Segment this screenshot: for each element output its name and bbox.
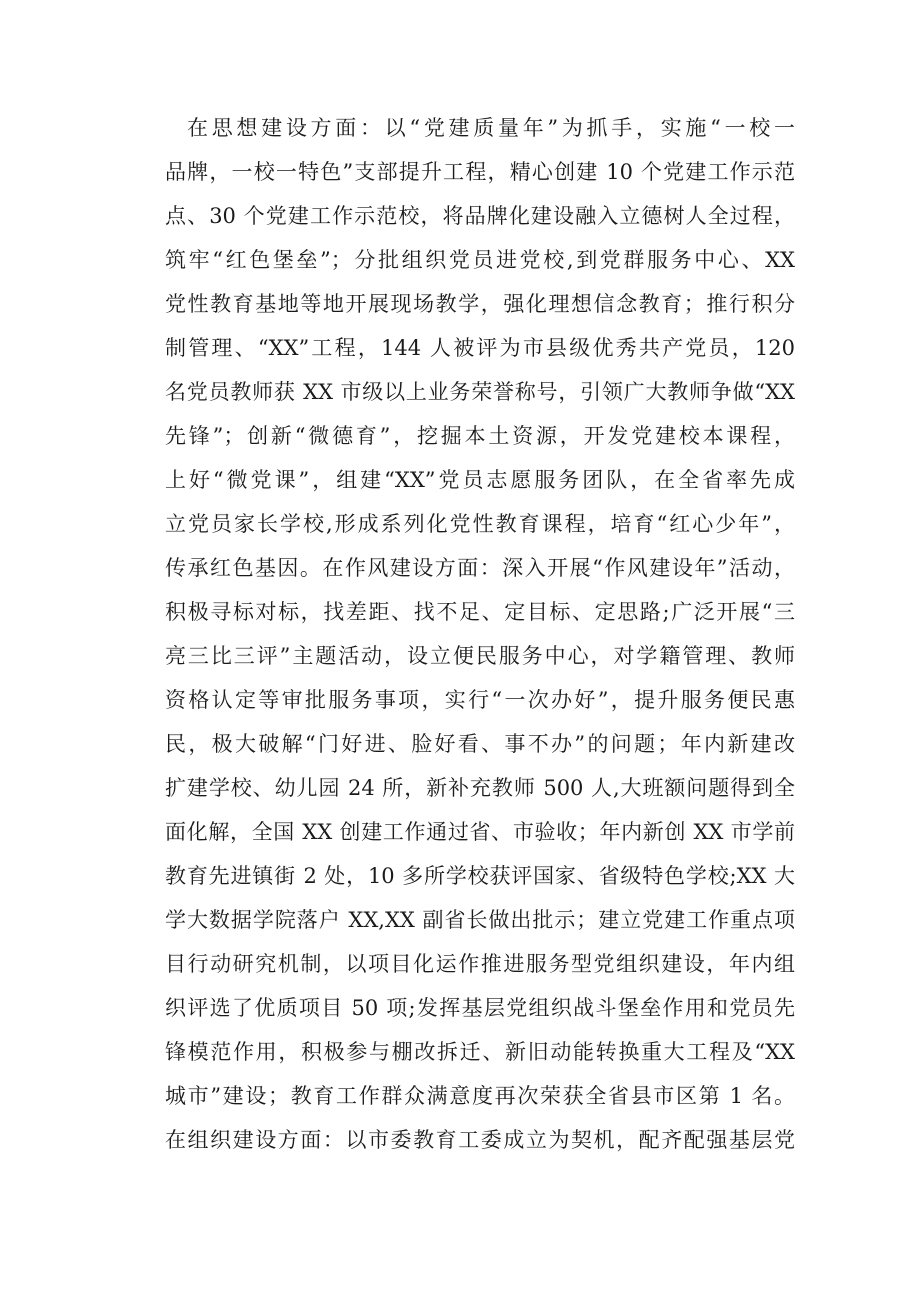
text-line: 资格认定等审批服务事项，实行“一次办好”，提升服务便民惠 <box>165 688 795 712</box>
text-line: 制管理、“XX”工程，144 人被评为市县级优秀共产党员，120 <box>165 336 795 360</box>
text-line: 亮三比三评”主题活动，设立便民服务中心，对学籍管理、教师 <box>165 644 795 668</box>
text-line: 传承红色基因。在作风建设方面：深入开展“作风建设年”活动， <box>165 556 795 580</box>
text-line: 锋模范作用，积极参与棚改拆迁、新旧动能转换重大工程及“XX <box>165 1040 795 1064</box>
text-line: 品牌，一校一特色”支部提升工程，精心创建 10 个党建工作示范 <box>165 160 795 184</box>
text-line: 在组织建设方面：以市委教育工委成立为契机，配齐配强基层党 <box>165 1128 795 1152</box>
text-line: 织评选了优质项目 50 项;发挥基层党组织战斗堡垒作用和党员先 <box>165 996 795 1020</box>
text-line: 点、30 个党建工作示范校，将品牌化建设融入立德树人全过程， <box>165 204 795 228</box>
text-line: 扩建学校、幼儿园 24 所，新补充教师 500 人,大班额问题得到全 <box>165 776 795 800</box>
text-line: 积极寻标对标，找差距、找不足、定目标、定思路;广泛开展“三 <box>165 600 795 624</box>
text-line: 目行动研究机制，以项目化运作推进服务型党组织建设，年内组 <box>165 952 795 976</box>
text-line: 教育先进镇街 2 处，10 多所学校获评国家、省级特色学校;XX 大 <box>165 864 795 888</box>
text-line: 城市”建设；教育工作群众满意度再次荣获全省县市区第 1 名。 <box>165 1084 795 1108</box>
text-line: 在思想建设方面：以“党建质量年”为抓手，实施“一校一 <box>187 116 795 140</box>
text-line: 先锋”；创新“微德育”，挖掘本土资源，开发党建校本课程， <box>165 424 795 448</box>
text-line: 名党员教师获 XX 市级以上业务荣誉称号，引领广大教师争做“XX <box>165 380 795 404</box>
text-line: 学大数据学院落户 XX,XX 副省长做出批示；建立党建工作重点项 <box>165 908 795 932</box>
text-line: 面化解，全国 XX 创建工作通过省、市验收；年内新创 XX 市学前 <box>165 820 795 844</box>
text-line: 党性教育基地等地开展现场教学，强化理想信念教育；推行积分 <box>165 292 795 316</box>
text-line: 筑牢“红色堡垒”；分批组织党员进党校,到党群服务中心、XX <box>165 248 795 272</box>
text-line: 立党员家长学校,形成系列化党性教育课程，培育“红心少年”， <box>165 512 795 536</box>
text-line: 民，极大破解“门好进、脸好看、事不办”的问题；年内新建改 <box>165 732 795 756</box>
body-paragraph <box>165 106 795 1162</box>
text-line: 上好“微党课”，组建“XX”党员志愿服务团队，在全省率先成 <box>165 468 795 492</box>
